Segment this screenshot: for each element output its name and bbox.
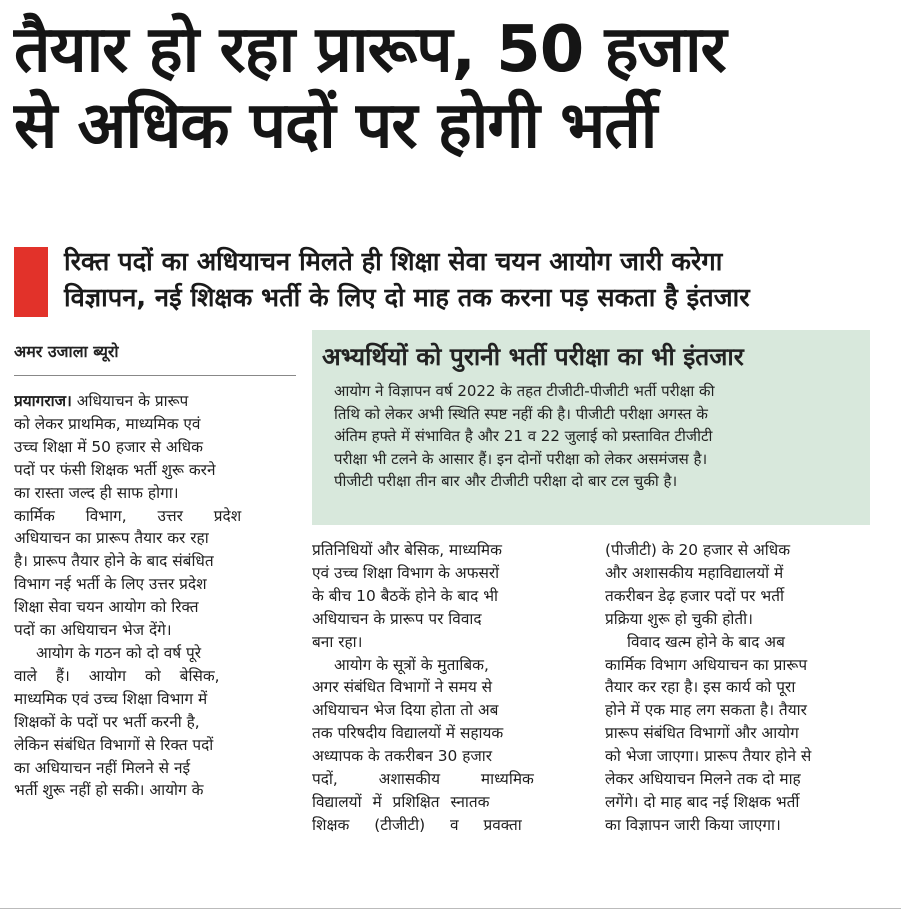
column-line: विभाग नई भर्ती के लिए उत्तर प्रदेश — [14, 575, 207, 594]
column-line: है। प्रारूप तैयार होने के बाद संबंधित — [14, 552, 214, 571]
column-line: अगर संबंधित विभागों ने समय से — [312, 678, 493, 697]
column-line: प्रयागराज। अधियाचन के प्रारूप — [14, 392, 189, 410]
column-line: अधियाचन भेज दिया होता तो अब — [312, 701, 499, 720]
column-line: विद्यालयों में प्रशिक्षित स्नातक — [312, 792, 490, 811]
article-column-3 — [605, 539, 875, 837]
column-line: माध्यमिक एवं उच्च शिक्षा विभाग में — [14, 689, 208, 708]
column-line: भर्ती शुरू नहीं हो सकी। आयोग के — [14, 781, 204, 800]
column-line: का अधियाचन नहीं मिलने से नई — [14, 758, 191, 777]
subheadline — [64, 244, 894, 316]
column-line: होने में एक माह लग सकता है। तैयार — [605, 701, 807, 720]
column-line: अध्यापक के तकरीबन 30 हजार — [312, 747, 493, 766]
column-line: पदों पर फंसी शिक्षक भर्ती शुरू करने — [14, 460, 216, 479]
column-line: लेकिन संबंधित विभागों से रिक्त पदों — [14, 735, 214, 754]
box-body — [334, 380, 856, 493]
column-line: को भेजा जाएगा। प्रारूप तैयार होने से — [605, 747, 812, 766]
column-line: तकरीबन डेढ़ हजार पदों पर भर्ती — [605, 586, 784, 605]
article-column-1 — [14, 390, 297, 802]
headline-line-1: तैयार हो रहा प्रारूप, 50 हजार — [14, 13, 726, 87]
column-line: पदों, अशासकीय माध्यमिक — [312, 770, 534, 789]
column-line: बना रहा। — [312, 632, 363, 651]
column-line: शिक्षकों के पदों पर भर्ती करनी है, — [14, 712, 200, 731]
headline — [14, 12, 889, 164]
column-line: प्रतिनिधियों और बेसिक, माध्यमिक — [312, 541, 502, 559]
column-line: पदों का अधियाचन भेज देंगे। — [14, 621, 172, 640]
column-line: वाले हैं। आयोग को बेसिक, — [14, 666, 220, 685]
column-line: आयोग के सूत्रों के मुताबिक, — [334, 655, 489, 674]
column-line: तैयार कर रहा है। इस कार्य को पूरा — [605, 678, 796, 697]
byline-divider — [14, 375, 296, 376]
article-column-2 — [312, 539, 584, 837]
subhead-accent-bar — [14, 247, 48, 317]
box-line: तिथि को लेकर अभी स्थिति स्पष्ट नहीं की है। पीजीटी परीक्षा अगस्त के — [334, 404, 708, 423]
column-line: शिक्षा सेवा चयन आयोग को रिक्त — [14, 598, 199, 617]
column-line: (पीजीटी) के 20 हजार से अधिक — [605, 541, 791, 559]
column-line: के बीच 10 बैठकें होने के बाद भी — [312, 586, 499, 605]
column-line: आयोग के गठन को दो वर्ष पूरे — [36, 643, 202, 662]
column-line: प्रक्रिया शुरू हो चुकी होती। — [605, 609, 753, 628]
box-line: पीजीटी परीक्षा तीन बार और टीजीटी परीक्षा दो बार टल चुकी है। — [334, 472, 678, 491]
column-line: को लेकर प्राथमिक, माध्यमिक एवं — [14, 414, 201, 433]
column-line: लगेंगे। दो माह बाद नई शिक्षक भर्ती — [605, 792, 800, 811]
column-line: विवाद खत्म होने के बाद अब — [627, 632, 785, 651]
column-line: कार्मिक विभाग अधियाचन का प्रारूप — [605, 655, 808, 674]
dateline: प्रयागराज। — [14, 392, 72, 410]
box-line: परीक्षा भी टलने के आसार हैं। इन दोनों परीक्षा को लेकर असमंजस है। — [334, 449, 708, 468]
column-line: कार्मिक विभाग, उत्तर प्रदेश — [14, 506, 242, 525]
byline: अमर उजाला ब्यूरो — [14, 342, 119, 361]
column-line: का रास्ता जल्द ही साफ होगा। — [14, 483, 179, 502]
subhead-line-1: रिक्त पदों का अधियाचन मिलते ही शिक्षा सेवा चयन आयोग जारी करेगा — [64, 247, 723, 277]
headline-line-2: से अधिक पदों पर होगी भर्ती — [14, 89, 657, 163]
box-line: अंतिम हफ्ते में संभावित है और 21 व 22 जुलाई को प्रस्तावित टीजीटी — [334, 427, 713, 446]
column-line: प्रारूप संबंधित विभागों और आयोग — [605, 724, 799, 743]
box-line: आयोग ने विज्ञापन वर्ष 2022 के तहत टीजीटी-पीजीटी भर्ती परीक्षा की — [334, 382, 715, 400]
column-line: एवं उच्च शिक्षा विभाग के अफसरों — [312, 563, 500, 582]
column-line: लेकर अधियाचन मिलने तक दो माह — [605, 770, 801, 789]
column-line: उच्च शिक्षा में 50 हजार से अधिक — [14, 437, 203, 456]
page-bottom-divider — [0, 908, 901, 909]
column-line: शिक्षक (टीजीटी) व प्रवक्ता — [312, 815, 522, 834]
column-line: अधियाचन के प्रारूप पर विवाद — [312, 609, 482, 628]
column-line: अधियाचन का प्रारूप तैयार कर रहा — [14, 529, 209, 548]
subhead-line-2: विज्ञापन, नई शिक्षक भर्ती के लिए दो माह तक करना पड़ सकता है इंतजार — [64, 283, 750, 313]
column-line: का विज्ञापन जारी किया जाएगा। — [605, 815, 781, 834]
column-line: और अशासकीय महाविद्यालयों में — [605, 563, 784, 582]
box-title: अभ्यर्थियों को पुरानी भर्ती परीक्षा का भी इंतजार — [322, 342, 744, 371]
column-line: तक परिषदीय विद्यालयों में सहायक — [312, 724, 504, 743]
